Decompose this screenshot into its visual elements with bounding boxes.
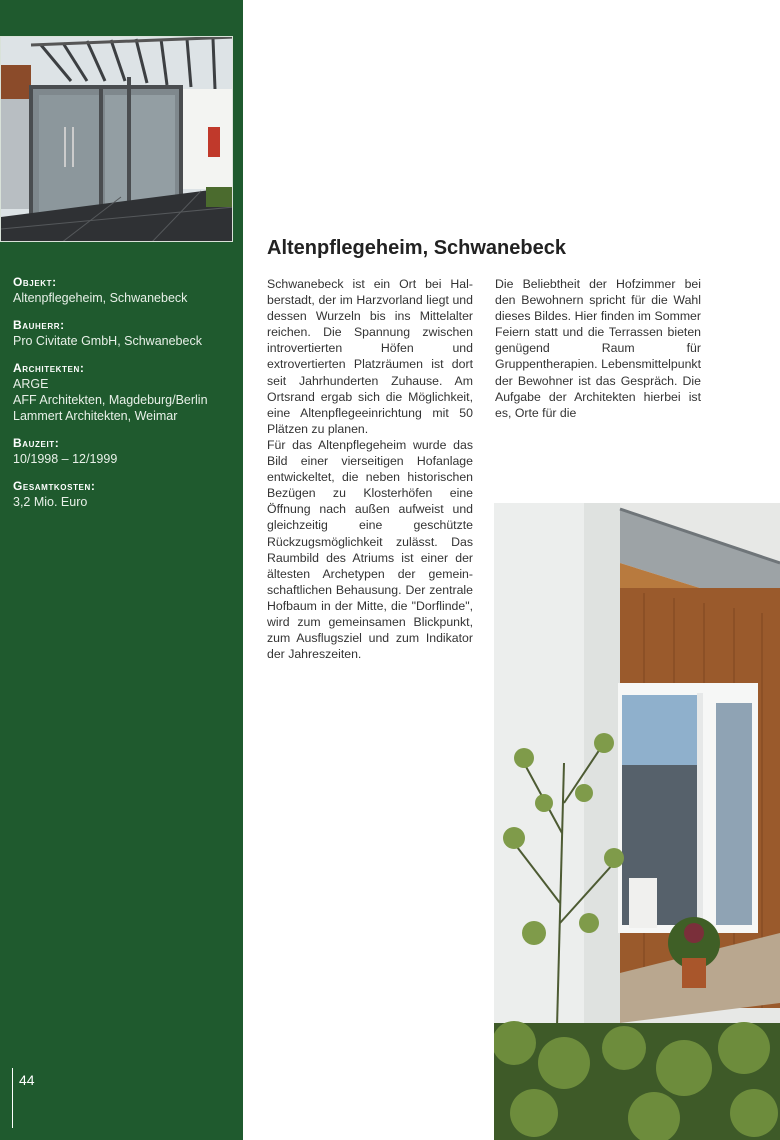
fact-label: Bauherr: xyxy=(13,318,65,332)
fact-client xyxy=(13,317,235,349)
fact-value: Pro Civitate GmbH, Schwanebeck xyxy=(13,334,202,348)
fact-value: AFF Architekten, Magdeburg/Berlin xyxy=(13,393,208,407)
fact-object xyxy=(13,274,235,306)
fact-total-cost xyxy=(13,478,235,510)
fact-label: Architekten: xyxy=(13,361,85,375)
text-column-1 xyxy=(267,276,473,662)
fact-value: Altenpflegeheim, Schwanebeck xyxy=(13,291,188,305)
fact-label: Objekt: xyxy=(13,275,57,289)
article-title: Altenpflegeheim, Schwanebeck xyxy=(267,237,566,260)
paragraph: Die Beliebtheit der Hofzimmer bei den Bewohnern spricht für die Wahl dieses Bildes. Hier finden im Sommer Feiern statt und die Terrassen bieten genügend Raum für Gruppentherapien. Lebensmittelpunkt der Bewohner ist das Gespräch. Die Aufgabe der Architekten hierbei ist es, Orte für die xyxy=(495,277,701,420)
text-column-2 xyxy=(495,276,701,421)
fact-label: Bauzeit: xyxy=(13,436,60,450)
fact-value: Lammert Architekten, Weimar xyxy=(13,409,178,423)
fact-value: ARGE xyxy=(13,377,49,391)
fact-construction-period xyxy=(13,435,235,467)
project-facts xyxy=(13,274,235,521)
fact-value: 10/1998 – 12/1999 xyxy=(13,452,118,466)
fact-value: 3,2 Mio. Euro xyxy=(13,495,88,509)
fact-label: Gesamtkosten: xyxy=(13,479,96,493)
courtyard-terrace-photo xyxy=(494,503,780,1140)
paragraph: Für das Altenpflegeheim wurde das Bild einer vierseitigen Hofanlage entwickeltet, die neben historischen Bezügen zu Klosterhöfen eine Öffnung nach außen aufweist und gleichzeitig eine geschützte Rückzugsmöglichkeit zulässt. Das Raumbild des Atriums ist einer der ältesten Archetypen der gemeinschaftlichen Behausung. Der zentrale Hofbaum in der Mitte, die "Dorflinde", wird zum gemeinsamen Blickpunkt, zum Ausflugsziel und zum Indikator der Jahreszeiten. xyxy=(267,437,473,662)
fact-architects xyxy=(13,360,235,424)
glass-entrance-photo xyxy=(0,36,233,242)
page-number-text: 44 xyxy=(19,1072,35,1088)
page-number xyxy=(12,1068,35,1128)
sidebar xyxy=(0,0,243,1140)
paragraph: Schwanebeck ist ein Ort bei Halberstadt, der im Harzvorland liegt und dessen Wurzeln bis ins Mittelalter reichen. Die Spannung zwischen introvertierten Höfen und extrovertierten Platzräumen ist dort seit Jahrhunderten Zuhause. Am Ortsrand ergab sich die Möglichkeit, eine Altenpflegeeinrichtung mit 50 Plätzen zu planen. xyxy=(267,277,473,436)
